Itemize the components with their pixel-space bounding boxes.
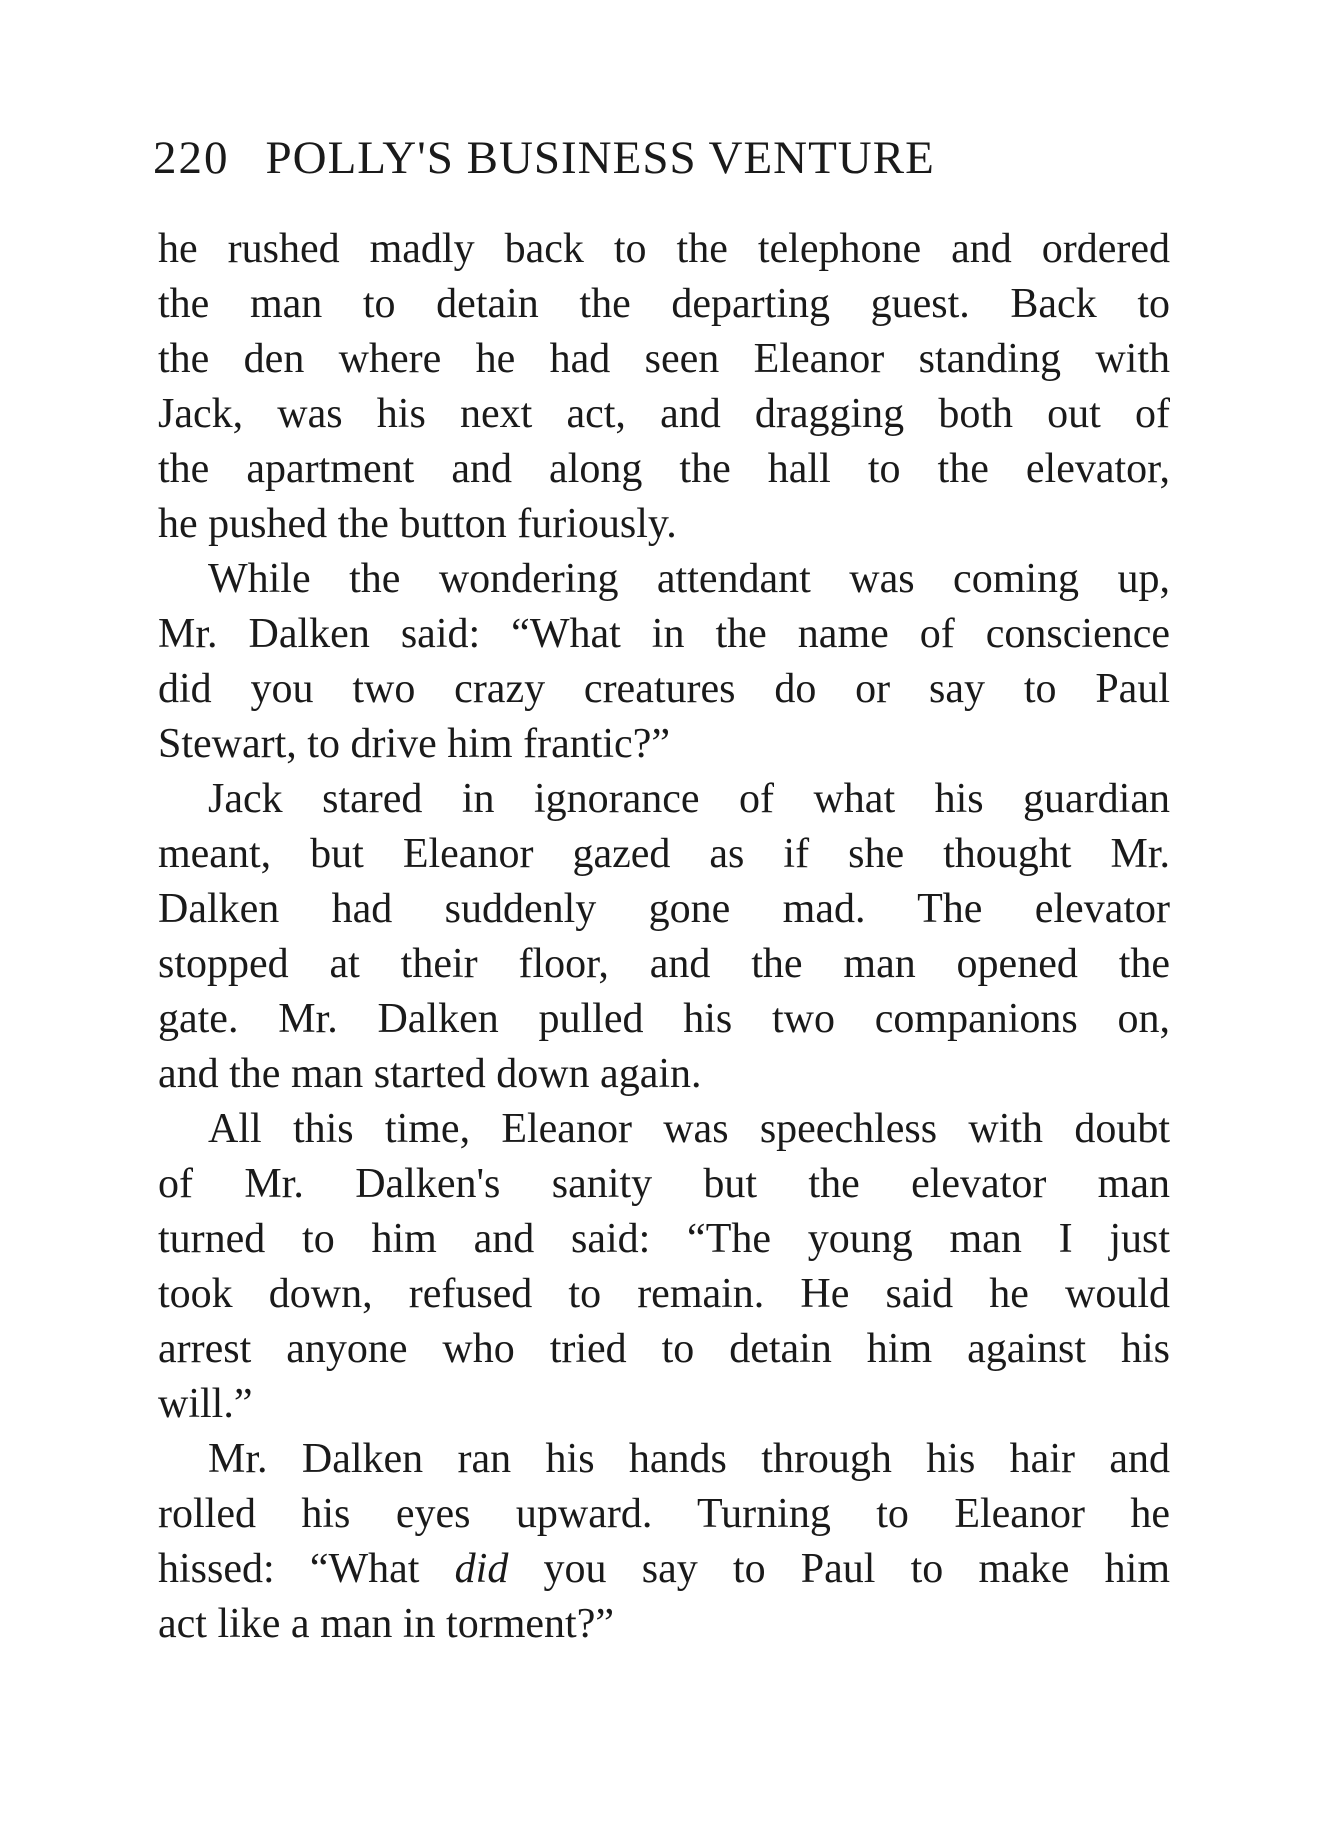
text-line: Dalken had suddenly gone mad. The elevator [158,886,1170,932]
text-line: rolled his eyes upward. Turning to Eleanor he [158,1491,1170,1537]
text-line: Stewart, to drive him frantic?” [158,721,670,767]
text-line: Jack, was his next act, and dragging both out of [158,391,1170,437]
text-line [158,1542,1170,1597]
text-line: meant, but Eleanor gazed as if she thought Mr. [158,831,1170,877]
emphasized-word: did [454,1546,509,1592]
text-line: Mr. Dalken said: “What in the name of conscience [158,611,1170,657]
paragraph-first-line: All this time, Eleanor was speechless with doubt [208,1106,1170,1152]
text-line: did you two crazy creatures do or say to Paul [158,666,1170,712]
text-line: stopped at their floor, and the man opened the [158,941,1170,987]
text-line: will.” [158,1381,253,1427]
body-text [158,222,1170,1652]
text-line: took down, refused to remain. He said he would [158,1271,1170,1317]
paragraph-first-line: While the wondering attendant was coming up, [208,556,1170,602]
text-line: of Mr. Dalken's sanity but the elevator man [158,1161,1170,1207]
text-line: the man to detain the departing guest. Back to [158,281,1170,327]
text-run: hissed: “What [158,1546,455,1592]
paragraph-first-line: Jack stared in ignorance of what his guardian [208,776,1170,822]
text-line: the den where he had seen Eleanor standing with [158,336,1170,382]
text-line: he rushed madly back to the telephone and ordered [158,226,1170,272]
text-line: and the man started down again. [158,1051,702,1097]
text-run: you say to Paul to make him [508,1546,1170,1592]
text-line: turned to him and said: “The young man I just [158,1216,1170,1262]
paragraph-first-line: Mr. Dalken ran his hands through his hair and [208,1436,1170,1482]
text-line: gate. Mr. Dalken pulled his two companions on, [158,996,1170,1042]
book-title: POLLY'S BUSINESS VENTURE [265,132,935,184]
text-line: he pushed the button furiously. [158,501,677,547]
text-line: act like a man in torment?” [158,1601,614,1647]
text-line: arrest anyone who tried to detain him against his [158,1326,1170,1372]
running-head [153,128,1053,188]
text-line: the apartment and along the hall to the elevator, [158,446,1170,492]
page-number: 220 [153,132,230,184]
